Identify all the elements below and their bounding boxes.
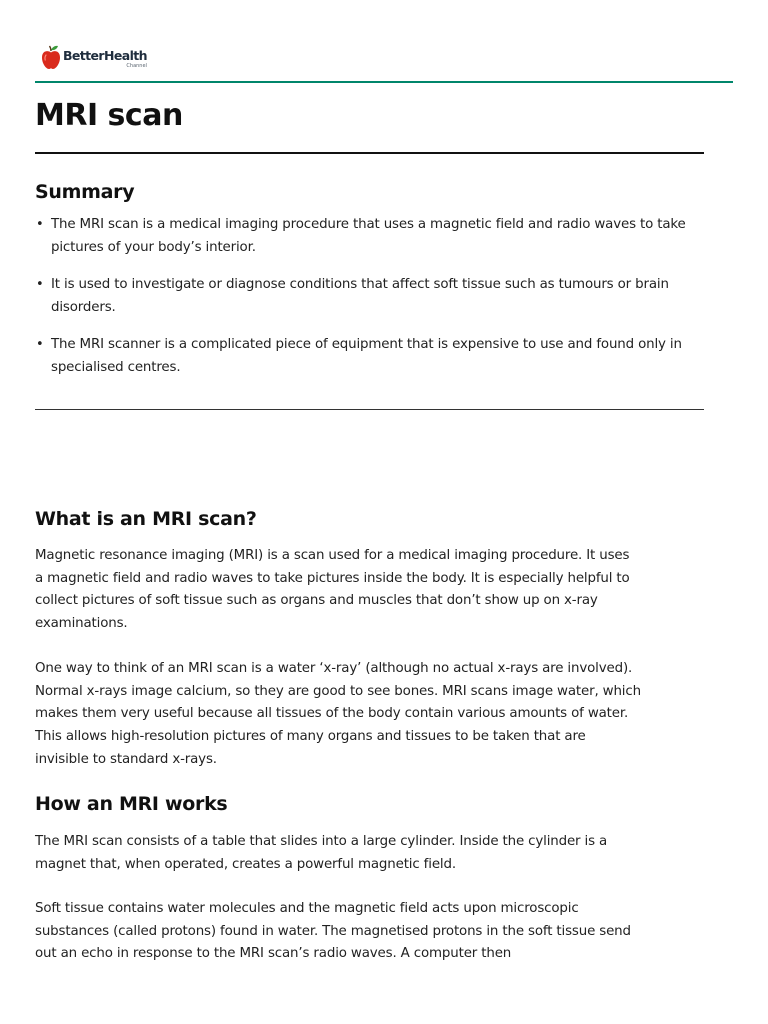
summary-item-text: The MRI scan is a medical imaging procedure that uses a magnetic field and radio waves to take pictures of your body’s interior. xyxy=(51,217,686,255)
logo-wordmark: BetterHealth xyxy=(63,48,147,63)
logo-subtitle: Channel xyxy=(126,63,147,69)
section-heading-what-is-mri: What is an MRI scan? xyxy=(35,508,257,530)
summary-heading: Summary xyxy=(35,181,135,203)
section-paragraph: One way to think of an MRI scan is a water ‘x-ray’ (although no actual x-rays are involved). Normal x-rays image calcium, so they are good to see bones. MRI scans image water, which makes them very useful because all tissues of the body contain various amounts of water. This allows high-resolution pictures of many organs and tissues to be taken that are invisible to standard x-rays. xyxy=(35,661,641,767)
section-paragraph: Magnetic resonance imaging (MRI) is a scan used for a medical imaging procedure. It uses a magnetic field and radio waves to take pictures inside the body. It is especially helpful to collect pictures of soft tissue such as organs and muscles that don’t show up on x-ray examinations. xyxy=(35,548,630,632)
summary-item xyxy=(35,274,703,319)
summary-item xyxy=(35,214,703,259)
summary-item-text: It is used to investigate or diagnose conditions that affect soft tissue such as tumours or brain disorders. xyxy=(51,277,669,315)
bullet-icon: • xyxy=(36,277,44,292)
summary-item xyxy=(35,334,703,379)
section-paragraph: The MRI scan consists of a table that slides into a large cylinder. Inside the cylinder is a magnet that, when operated, creates a powerful magnetic field. xyxy=(35,834,608,872)
summary-divider xyxy=(35,409,704,410)
logo-text xyxy=(63,48,147,69)
summary-list xyxy=(35,214,703,394)
title-divider xyxy=(35,152,704,154)
section-heading-how-mri-works: How an MRI works xyxy=(35,793,228,815)
summary-item-text: The MRI scanner is a complicated piece of equipment that is expensive to use and found only in specialised centres. xyxy=(51,337,682,375)
site-header xyxy=(0,0,768,84)
section-paragraph: Soft tissue contains water molecules and the magnetic field acts upon microscopic substances (called protons) found in water. The magnetised protons in the soft tissue send out an echo in response to the MRI scan’s radio waves. A computer then xyxy=(35,901,631,962)
better-health-logo[interactable] xyxy=(40,44,147,70)
header-divider xyxy=(35,81,733,83)
page-title: MRI scan xyxy=(35,98,183,133)
apple-icon xyxy=(40,44,62,70)
bullet-icon: • xyxy=(36,217,44,232)
bullet-icon: • xyxy=(36,337,44,352)
